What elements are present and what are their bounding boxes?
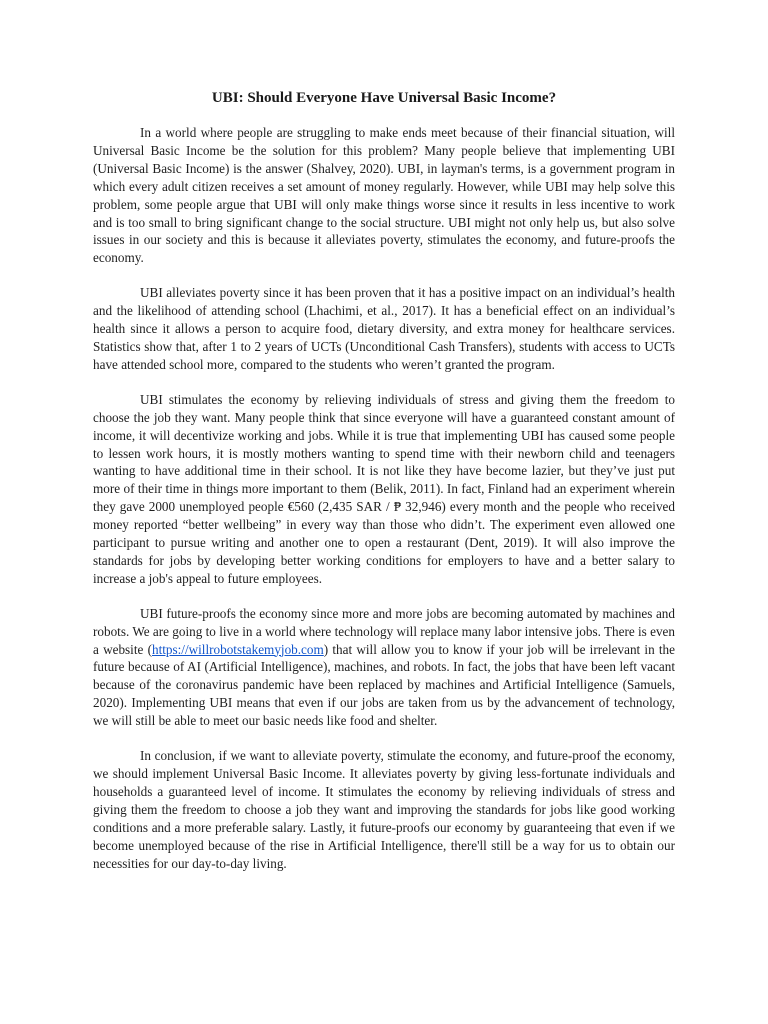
paragraph-future-proofs-text-after: ) that will allow you to know if your job will be irrelevant in the future because of AI (Artificial Intelligence), machines, and robots. In fact, the jobs that have been left vacant because of the coronavirus pandemic have been replaced by machines and Artificial Intelligence (Samuels, 2020). Implementing UBI means that even if our jobs are taken from us by the advancement of technology, we will still be able to meet our basic needs like food and shelter. [93,641,676,729]
paragraph-introduction: In a world where people are struggling to make ends meet because of their financial situation, will Universal Basic Income be the solution for this problem? Many people believe that implementing UBI (Universal Basic Income) is the answer (Shalvey, 2020). UBI, in layman's terms, is a government program in which every adult citizen receives a set amount of money regularly. However, while UBI may help solve this problem, some people argue that UBI will only make things worse since it results in less incentive to work and is too small to bring significant change to the social structure. UBI might not only help us, but also solve issues in our society and this is because it alleviates poverty, stimulates the economy, and future-proofs the economy. [93,125,675,266]
paragraph-conclusion: In conclusion, if we want to alleviate poverty, stimulate the economy, and future-proof the economy, we should implement Universal Basic Income. It alleviates poverty by giving less-fortunate individuals and households a guaranteed level of income. It stimulates the economy by relieving individuals of stress and giving them the freedom to choose a job they want and improving the standards for jobs like good working conditions and a more preferable salary. Lastly, it future-proofs our economy by guaranteeing that even if we become unemployed because of the rise in Artificial Intelligence, there'll still be a way for us to obtain our necessities for our day-to-day living. [93,748,675,871]
document-title: UBI: Should Everyone Have Universal Basic Income? [211,90,557,106]
paragraph-future-proofs [93,605,675,730]
website-link[interactable]: https://willrobotstakemyjob.com [151,641,324,657]
document-page [93,88,675,889]
paragraph-alleviates-poverty: UBI alleviates poverty since it has been proven that it has a positive impact on an individual’s health and the likelihood of attending school (Lhachimi, et al., 2017). It has a beneficial effect on an individual’s health since it allows a person to acquire food, dietary diversity, and extra money for healthcare services. Statistics show that, after 1 to 2 years of UCTs (Unconditional Cash Transfers), students with access to UCTs have attended school more, compared to the students who weren’t granted the program. [93,285,675,372]
paragraph-future-proofs-text-before: UBI future-proofs the economy since more and more jobs are becoming automated by machines and robots. We are going to live in a world where technology will replace many labor intensive jobs. There is even a website ( [93,605,675,657]
paragraph-stimulates-economy: UBI stimulates the economy by relieving individuals of stress and giving them the freedom to choose the job they want. Many people think that since everyone will have a guaranteed constant amount of income, it will decentivize working and jobs. While it is true that implementing UBI has caused some people to lessen work hours, it is mostly mothers wanting to spend time with their newborn child and teenagers wanting to have additional time in their school. It is not like they have become lazier, but they’ve just put more of their time in things more important to them (Belik, 2011). In fact, Finland had an experiment wherein they gave 2000 unemployed people €560 (2,435 SAR / ₱ 32,946) every month and the people who received money reported “better wellbeing” in every way than those who didn’t. The experiment even allowed one participant to pursue writing and another one to open a restaurant (Dent, 2019). It will also improve the standards for jobs by developing better working conditions for employers to have and a better salary to increase a job's appeal to future employees. [93,391,675,586]
